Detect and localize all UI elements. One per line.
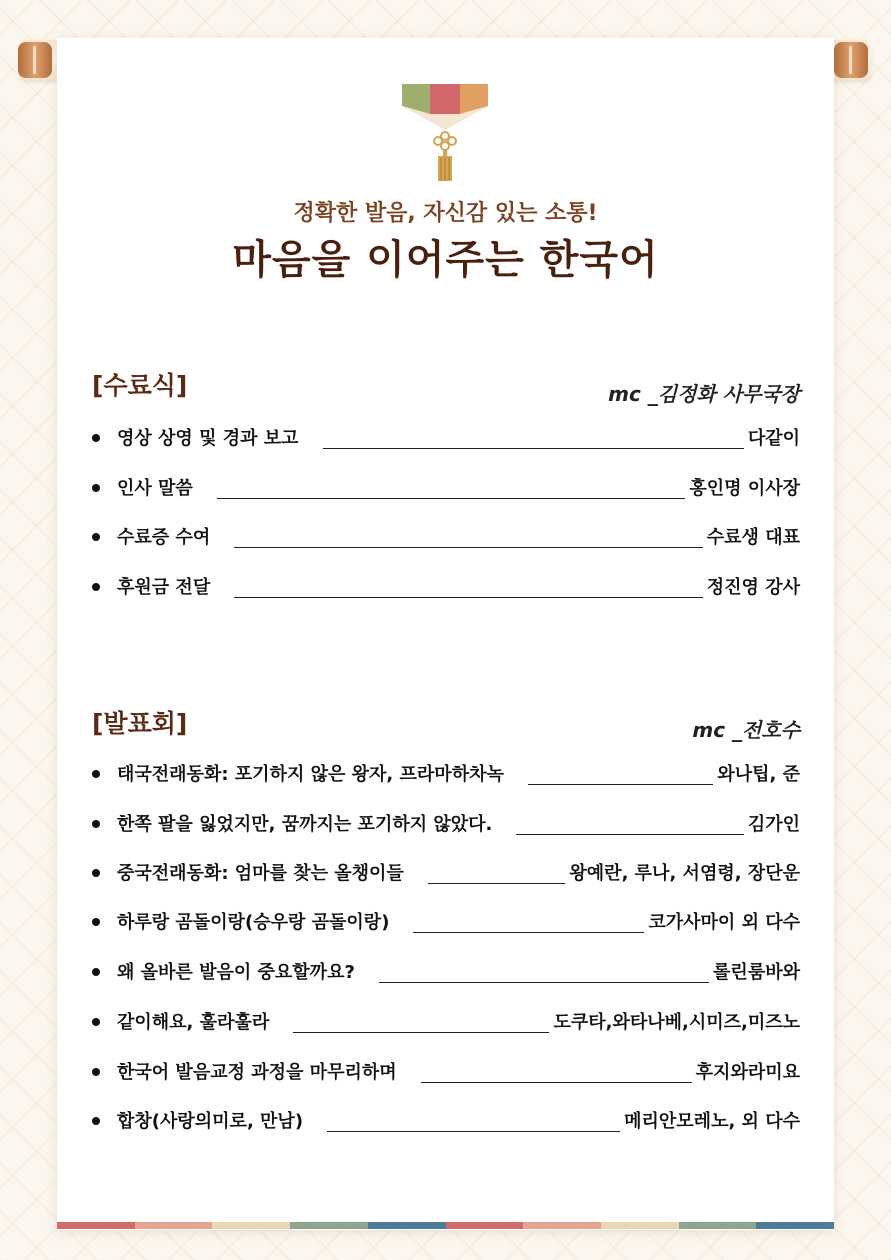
list-item bbox=[92, 1057, 800, 1087]
stripe-segment bbox=[57, 1222, 135, 1229]
list-item bbox=[92, 473, 800, 503]
list-item bbox=[92, 1106, 800, 1136]
item-presenter: 다같이 bbox=[747, 428, 800, 449]
bullet-icon bbox=[92, 484, 100, 492]
item-label: 왜 올바른 발음이 중요할까요? bbox=[117, 962, 355, 983]
item-presenter: 도쿠타,와타나베,시미즈,미즈노 bbox=[553, 1012, 800, 1033]
list-item bbox=[92, 522, 800, 552]
item-presenter: 메리안모레노, 외 다수 bbox=[624, 1111, 800, 1132]
leader-line bbox=[421, 1082, 692, 1083]
leader-line bbox=[516, 834, 743, 835]
bottom-color-stripe bbox=[57, 1222, 834, 1229]
leader-line bbox=[217, 498, 686, 499]
section-heading-ceremony: [수료식] bbox=[92, 371, 188, 400]
bullet-icon bbox=[92, 770, 100, 778]
item-presenter: 수료생 대표 bbox=[706, 527, 800, 548]
list-item bbox=[92, 759, 800, 789]
ornament-green-band bbox=[402, 84, 430, 114]
leader-line bbox=[293, 1032, 549, 1033]
leader-line bbox=[234, 597, 703, 598]
bullet-icon bbox=[92, 869, 100, 877]
item-label: 중국전래동화: 엄마를 찾는 올챙이들 bbox=[117, 863, 404, 884]
mc-presentation: mc _전호수 bbox=[692, 718, 800, 742]
stripe-segment bbox=[212, 1222, 290, 1229]
list-item bbox=[92, 957, 800, 987]
leader-line bbox=[379, 982, 709, 983]
item-label: 합창(사랑의미로, 만남) bbox=[117, 1111, 304, 1132]
subtitle: 정확한 발음, 자신감 있는 소통! bbox=[293, 201, 598, 226]
leader-line bbox=[528, 784, 713, 785]
norigae-tassel-ornament bbox=[400, 84, 490, 184]
list-item bbox=[92, 907, 800, 937]
bullet-icon bbox=[92, 918, 100, 926]
ornament-orange-band bbox=[460, 84, 488, 114]
stripe-segment bbox=[135, 1222, 213, 1229]
scroll-cap-left bbox=[18, 42, 52, 78]
stripe-segment bbox=[756, 1222, 834, 1229]
leader-line bbox=[323, 448, 744, 449]
list-item bbox=[92, 858, 800, 888]
stripe-segment bbox=[679, 1222, 757, 1229]
bullet-icon bbox=[92, 820, 100, 828]
knot-icon bbox=[434, 132, 456, 150]
tassel-icon bbox=[438, 156, 452, 181]
item-label: 수료증 수여 bbox=[117, 527, 211, 548]
bullet-icon bbox=[92, 434, 100, 442]
bullet-icon bbox=[92, 968, 100, 976]
stripe-segment bbox=[601, 1222, 679, 1229]
ornament-red-band bbox=[430, 84, 460, 114]
bullet-icon bbox=[92, 1117, 100, 1125]
item-label: 같이해요, 훌라훌라 bbox=[117, 1012, 270, 1033]
item-label: 태국전래동화: 포기하지 않은 왕자, 프라마하차녹 bbox=[117, 764, 504, 785]
list-item bbox=[92, 809, 800, 839]
item-label: 한국어 발음교정 과정을 마무리하며 bbox=[117, 1062, 397, 1083]
item-presenter: 코가사마이 외 다수 bbox=[648, 912, 800, 933]
mc-ceremony: mc _김정화 사무국장 bbox=[608, 382, 800, 406]
item-presenter: 왕예란, 루나, 서염령, 장단운 bbox=[569, 863, 800, 884]
item-label: 인사 말씀 bbox=[117, 478, 193, 499]
stripe-segment bbox=[523, 1222, 601, 1229]
section-heading-presentation: [발표회] bbox=[92, 709, 188, 738]
stripe-segment bbox=[290, 1222, 368, 1229]
bullet-icon bbox=[92, 1018, 100, 1026]
item-presenter: 후지와라미요 bbox=[695, 1062, 800, 1083]
item-presenter: 정진영 강사 bbox=[706, 577, 800, 598]
item-presenter: 홍인명 이사장 bbox=[689, 478, 800, 499]
leader-line bbox=[327, 1131, 620, 1132]
list-item bbox=[92, 572, 800, 602]
item-label: 하루랑 곰돌이랑(승우랑 곰돌이랑) bbox=[117, 912, 390, 933]
item-presenter: 롤린룸바와 bbox=[713, 962, 800, 983]
stripe-segment bbox=[368, 1222, 446, 1229]
leader-line bbox=[413, 932, 644, 933]
scroll-cap-right bbox=[834, 42, 868, 78]
bullet-icon bbox=[92, 533, 100, 541]
list-item bbox=[92, 423, 800, 453]
list-item bbox=[92, 1007, 800, 1037]
leader-line bbox=[428, 883, 566, 884]
item-label: 영상 상영 및 경과 보고 bbox=[117, 428, 299, 449]
leader-line bbox=[234, 547, 703, 548]
item-presenter: 와나팁, 준 bbox=[717, 764, 800, 785]
bullet-icon bbox=[92, 1068, 100, 1076]
item-label: 후원금 전달 bbox=[117, 577, 211, 598]
bullet-icon bbox=[92, 583, 100, 591]
item-label: 한쪽 팔을 잃었지만, 꿈까지는 포기하지 않았다. bbox=[117, 814, 493, 835]
stripe-segment bbox=[446, 1222, 524, 1229]
page-title: 마음을 이어주는 한국어 bbox=[232, 237, 659, 283]
item-presenter: 김가인 bbox=[747, 814, 800, 835]
